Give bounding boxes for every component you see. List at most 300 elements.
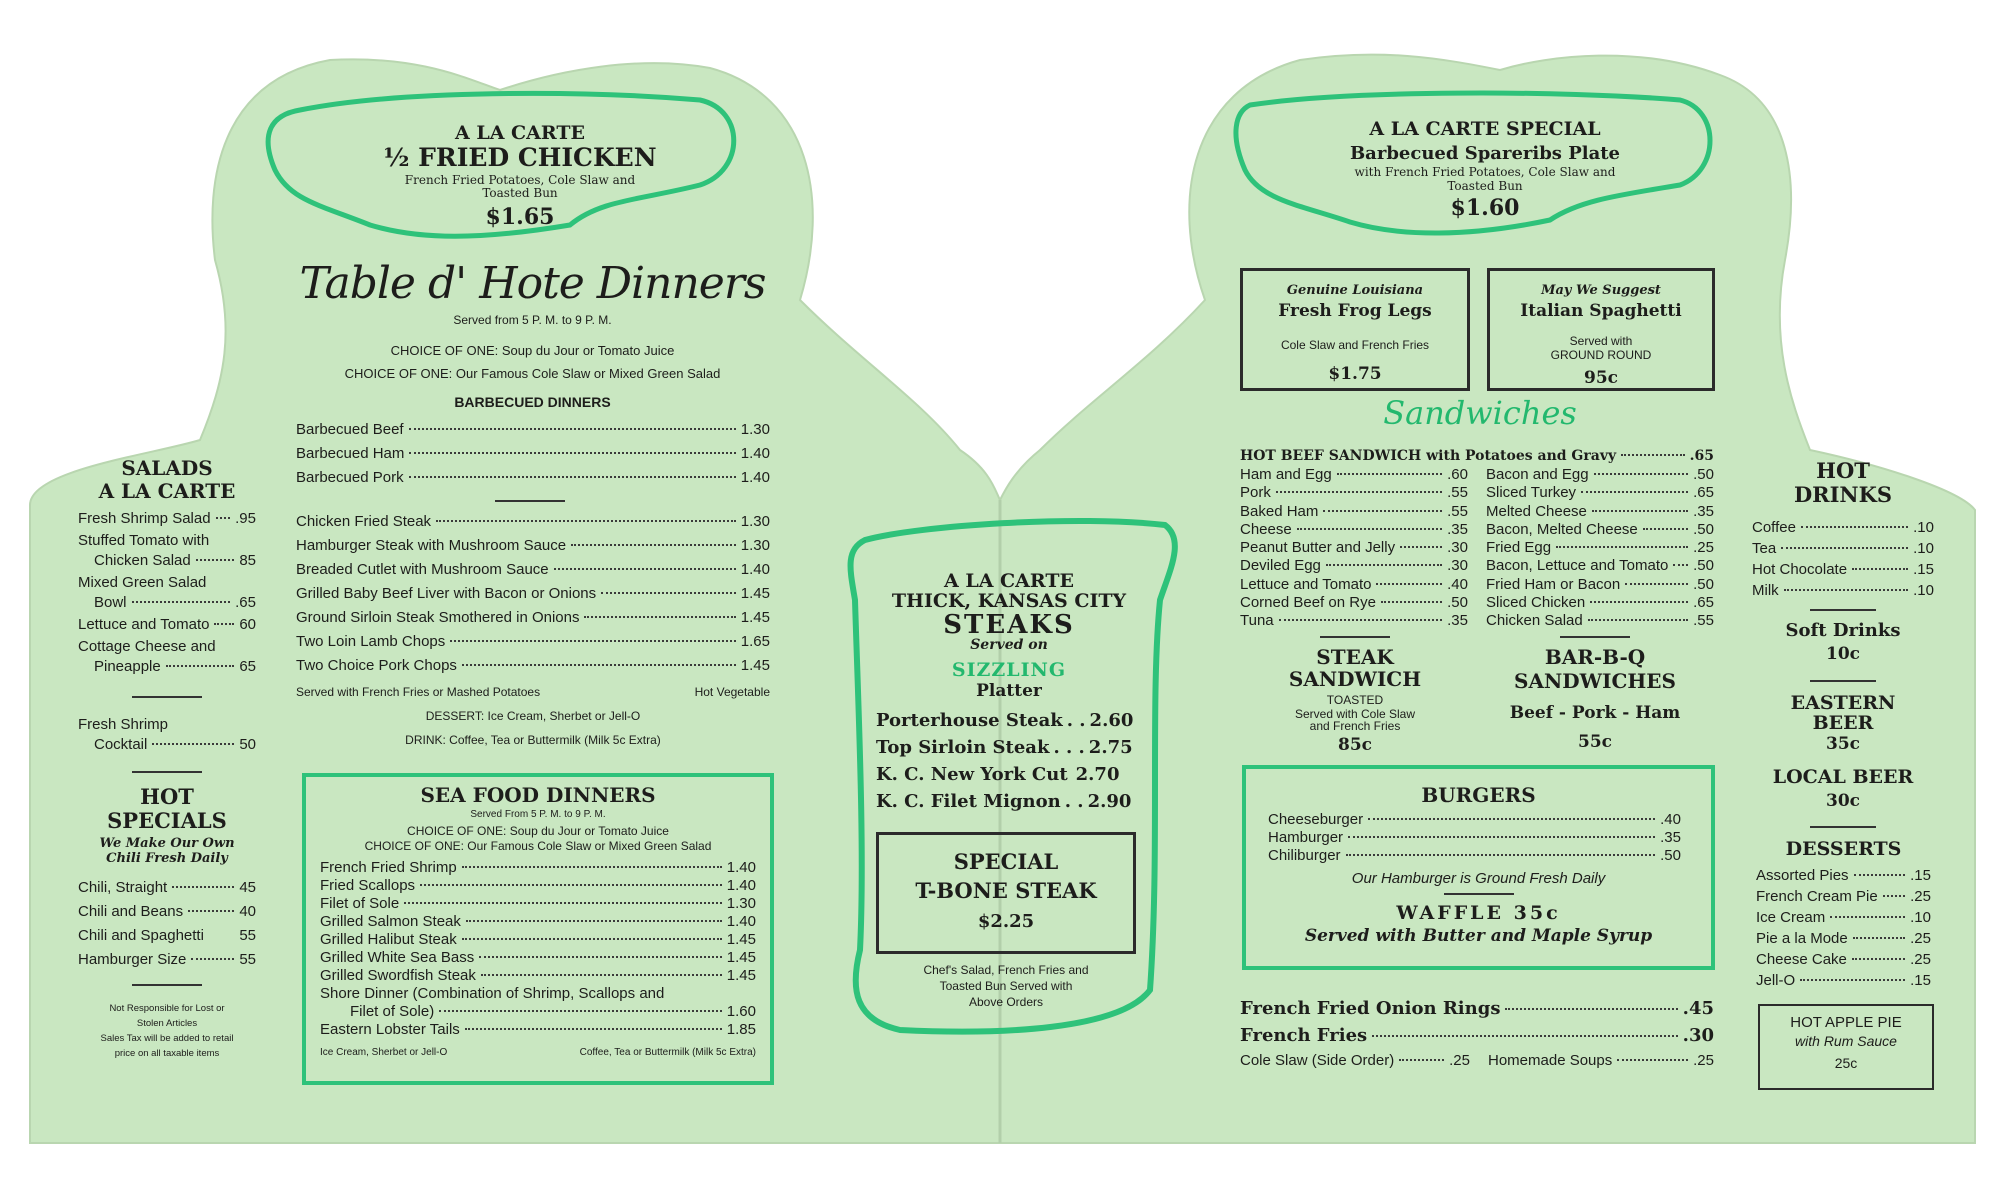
spaghetti-price: 95c [1583,368,1618,388]
table-dhote-section [295,258,770,410]
item-name: Ice Cream [1756,909,1826,926]
item-price: 1.85 [726,1021,756,1038]
item-price: .30 [1447,557,1468,575]
bbq-sandwiches-price: 55c [1577,732,1612,752]
item-price: 1.45 [740,657,770,674]
steaks-section [868,570,1150,701]
seafood-dessert-note: Ice Cream, Sherbet or Jell-O [320,1047,448,1058]
leader-dots [1346,854,1656,856]
item-name: Fresh Shrimp [78,716,169,733]
ornament-divider [1810,826,1876,828]
ornament-divider [495,500,565,502]
item-price: 1.30 [726,895,756,912]
leader-dots [479,956,722,958]
eastern-beer [1752,692,1934,754]
spaghetti-desc1: Served with [1569,334,1633,348]
eastern-beer-title2: BEER [1812,712,1874,734]
menu-item [78,900,256,924]
item-name: Hamburger Size [78,951,187,968]
menu-item [876,761,1136,788]
ornament-divider [132,984,202,986]
item-name: Cole Slaw (Side Order) [1240,1052,1395,1069]
menu-item [1486,521,1714,539]
item-price: .25 [1449,1052,1470,1069]
leader-dots [409,452,735,454]
item-name: Coffee [1752,519,1796,536]
item-price: 55 [239,927,256,944]
item-name: French Fried Onion Rings [1240,998,1501,1019]
leader-dots [1621,454,1685,456]
waffle-title: WAFFLE 35c [1396,902,1561,924]
leader-dots [1781,547,1908,549]
spareribs-line1: A LA CARTE SPECIAL [1369,118,1601,140]
leader-dots [1673,564,1688,566]
waffle-desc: Served with Butter and Maple Syrup [1304,926,1653,946]
steak-sandwich-title1: STEAK [1316,645,1394,669]
menu-item [296,585,770,609]
local-beer-title: LOCAL BEER [1772,766,1914,788]
hot-vegetable-note: Hot Vegetable [694,685,770,699]
leader-dots [462,664,736,666]
steaks-title: STEAKS [943,610,1075,640]
soft-drinks-price: 10c [1825,644,1860,664]
item-price: 85 [239,552,256,569]
menu-item [1486,576,1714,594]
menu-item [320,949,756,967]
burgers-note: Our Hamburger is Ground Fresh Daily [1351,870,1606,887]
ornament-divider [1560,636,1630,638]
item-name: Grilled White Sea Bass [320,949,475,966]
menu-item [1240,539,1468,557]
item-name: Chicken Salad [1486,612,1583,630]
hot-drinks-section [1752,458,1934,601]
leader-dots [554,568,736,570]
item-name: Chili and Beans [78,903,184,920]
leader-dots [1279,619,1443,621]
item-name: Deviled Egg [1240,557,1321,575]
menu-item [1268,811,1681,829]
eastern-beer-title1: EASTERN [1790,692,1896,714]
item-price: .95 [235,510,256,527]
burgers-box [1242,765,1715,970]
menu-item [320,1021,756,1039]
item-name: Homemade Soups [1488,1052,1613,1069]
leader-dots [191,958,234,960]
steaks-footer1: Chef's Salad, French Fries and [923,963,1089,977]
seafood-choice1: CHOICE OF ONE: Soup du Jour or Tomato Juice [407,824,669,838]
frog-legs-box [1240,268,1470,391]
ornament-divider [1810,609,1876,611]
leader-dots [409,428,736,430]
sandwich-col1 [1240,466,1468,631]
spaghetti-title: Italian Spaghetti [1520,301,1682,321]
menu-item [296,469,770,493]
menu-item [876,707,1136,734]
steaks-line1: A LA CARTE [943,570,1074,592]
item-price: 1.40 [740,445,770,462]
steak-sandwich [1240,645,1470,755]
item-price: .35 [1693,502,1714,520]
item-price: 55 [239,951,256,968]
item-name: Barbecued Beef [296,421,404,438]
menu-item [1486,612,1714,630]
menu-item [1240,557,1468,575]
leader-dots [1854,874,1906,876]
menu-item [320,967,756,985]
seafood-list [320,859,756,1039]
item-name: Chili, Straight [78,879,168,896]
seafood-drink-note: Coffee, Tea or Buttermilk (Milk 5c Extra) [579,1047,756,1058]
notice-line2: Stolen Articles [136,1018,198,1029]
steak-sandwich-desc1: Served with Cole Slaw [1294,707,1416,721]
leader-dots [1326,564,1442,566]
menu-item [1240,612,1468,630]
item-price: 60 [239,616,256,633]
item-name: Chicken Fried Steak [296,513,432,530]
item-price: .65 [1693,484,1714,502]
item-name: Cottage Cheese and [78,638,216,655]
item-price: 1.40 [740,469,770,486]
seafood-footer [320,1047,756,1058]
item-price: .10 [1913,582,1934,599]
sides-list [1240,995,1714,1049]
soft-drinks-title: Soft Drinks [1785,620,1901,641]
menu-item [876,734,1136,761]
table-dhote-choice1: CHOICE OF ONE: Soup du Jour or Tomato Juice [390,343,675,358]
item-price: 1.40 [740,561,770,578]
leader-dots [172,886,234,888]
menu-item [320,1003,756,1021]
item-name: Baked Ham [1240,502,1319,520]
chicken-special [330,122,710,230]
soft-drinks [1752,620,1934,664]
item-name: Fried Scallops [320,877,416,894]
item-name: Lettuce and Tomato [78,616,210,633]
leader-dots [152,743,234,745]
menu-item [1488,1052,1714,1069]
leader-dots [1399,1059,1444,1061]
leader-dots [1852,958,1905,960]
spareribs-price: $1.60 [1450,195,1520,221]
menu-item [296,609,770,633]
tbone-special-label: SPECIAL [953,849,1059,874]
item-name: Tea [1752,540,1777,557]
menu-item [1752,559,1934,580]
table-dhote-title: Table d' Hote Dinners [299,258,766,309]
item-name: Hamburger Steak with Mushroom Sauce [296,537,567,554]
leader-dots [1372,1035,1678,1037]
item-price: 2.75 [1088,737,1133,758]
hot-drinks-title2: DRINKS [1793,482,1893,507]
item-name: Porterhouse Steak [876,710,1063,731]
leader-dots [1588,619,1688,621]
tbone-special-box [876,832,1136,954]
cole-slaw-row [1240,1052,1470,1069]
menu-item [1240,503,1468,521]
leader-dots [1853,937,1905,939]
hot-specials-list [78,876,256,972]
menu-item [1756,907,1931,928]
menu-item [78,876,256,900]
soups-row [1488,1052,1714,1069]
item-price: .65 [1693,594,1714,612]
item-price: 1.65 [740,633,770,650]
item-name: Hamburger [1268,829,1344,846]
item-price: 1.30 [740,421,770,438]
item-name: Grilled Baby Beef Liver with Bacon or Onions [296,585,597,602]
item-name: Grilled Halibut Steak [320,931,457,948]
leader-dots [188,910,234,912]
menu-item [1756,970,1931,991]
leader-dots [1830,916,1905,918]
item-name: Grilled Salmon Steak [320,913,461,930]
menu-item [78,551,256,571]
steak-sandwich-desc2: and French Fries [1309,719,1401,733]
item-price: 1.30 [740,537,770,554]
leader-dots [420,884,722,886]
desserts-section [1756,838,1931,991]
leader-dots [1400,546,1442,548]
item-price: .50 [1660,847,1681,864]
local-beer-price: 30c [1825,791,1860,811]
seafood-choice2: CHOICE OF ONE: Our Famous Cole Slaw or Mixed Green Salad [364,839,712,853]
item-name: HOT BEEF SANDWICH with Potatoes and Gravy [1240,448,1617,464]
bbq-sandwiches-title2: SANDWICHES [1514,669,1676,693]
hot-specials-title: HOT [140,784,194,809]
leader-dots [439,1010,722,1012]
menu-item [296,561,770,585]
item-name: Melted Cheese [1486,502,1587,520]
item-price: .10 [1913,540,1934,557]
shore-dinner-line1: Shore Dinner (Combination of Shrimp, Scallops and [320,985,665,1002]
item-name: Fresh Shrimp Salad [78,510,211,527]
item-name: Cocktail [94,736,148,753]
item-price: 50 [239,736,256,753]
menu-item [296,537,770,561]
menu-item [296,633,770,657]
frog-legs-sub: Genuine Louisiana [1286,283,1424,298]
leader-dots [1643,528,1688,530]
item-name: Cheese Cake [1756,951,1847,968]
item-name: Peanut Butter and Jelly [1240,539,1396,557]
salads-subtitle: A LA CARTE [98,479,236,503]
item-price: .10 [1910,909,1931,926]
item-name: Barbecued Ham [296,445,405,462]
item-price: .60 [1447,466,1468,483]
menu-item [1240,1052,1470,1069]
item-name: Bacon and Egg [1486,466,1589,483]
spaghetti-desc2: GROUND ROUND [1550,348,1652,362]
item-price: 1.45 [726,967,756,984]
leader-dots [404,902,722,904]
menu-item [1240,484,1468,502]
table-dhote-choice2: CHOICE OF ONE: Our Famous Cole Slaw or Mixed Green Salad [344,366,721,381]
item-name: Cheeseburger [1268,811,1364,828]
menu-item [1486,466,1714,484]
spareribs-description1: with French Fried Potatoes, Cole Slaw and [1354,165,1616,179]
leader-dots [1323,510,1442,512]
menu-item [320,913,756,931]
local-beer [1752,766,1934,811]
leader-dots [1784,589,1908,591]
salads-list [78,509,256,677]
hot-drinks-list [1752,517,1934,601]
item-price: 1.60 [726,1003,756,1020]
ornament-divider [1444,893,1514,895]
item-name: Pie a la Mode [1756,930,1848,947]
item-price: .50 [1693,575,1714,593]
leader-dots [1337,473,1442,475]
steaks-footer3: Above Orders [968,995,1044,1009]
ornament-divider [1810,680,1876,682]
item-price: 1.40 [726,877,756,894]
menu-item [296,513,770,537]
item-price: .25 [1693,1052,1714,1069]
frog-legs-title: Fresh Frog Legs [1278,301,1432,321]
steaks-footer [876,962,1136,1010]
drink-note: DRINK: Coffee, Tea or Buttermilk (Milk 5c Extra) [405,733,661,747]
steak-sandwich-sub: TOASTED [1326,693,1384,707]
leader-dots [1594,473,1689,475]
leader-dots [1348,836,1655,838]
menu-item [78,615,256,635]
menu-item [320,895,756,913]
item-price: 2.60 [1089,710,1134,731]
menu-item [1240,521,1468,539]
item-name: Lettuce and Tomato [1240,575,1372,593]
leader-dots [1852,568,1908,570]
hot-drinks-title1: HOT [1816,458,1870,483]
notice-line4: price on all taxable items [114,1048,220,1059]
menu-item [1486,503,1714,521]
item-price: .50 [1693,520,1714,538]
table-dhote-hours: Served from 5 P. M. to 9 P. M. [453,313,612,327]
seafood-box [302,773,774,1085]
leader-dots [1801,526,1908,528]
leader-dots: . . [1064,791,1084,812]
item-name: Hot Chocolate [1752,561,1848,578]
item-name: French Fried Shrimp [320,859,457,876]
steaks-footer2: Toasted Bun Served with [939,979,1073,993]
seafood-hours: Served From 5 P. M. to 9 P. M. [470,809,606,820]
steaks-line2: THICK, KANSAS CITY [891,590,1127,612]
menu-item [320,877,756,895]
sandwiches-title: Sandwiches [1383,394,1577,432]
menu-item [1268,847,1681,865]
menu-item [78,509,256,529]
item-price: 1.45 [740,609,770,626]
item-name: Filet of Sole [320,895,400,912]
shrimp-cocktail [78,715,256,755]
item-name: Ground Sirloin Steak Smothered in Onions [296,609,580,626]
item-name: Chili and Spaghetti [78,927,204,944]
dinner-list [296,513,770,747]
leader-dots [1592,510,1688,512]
menu-item [1240,466,1468,484]
leader-dots [166,665,235,667]
hot-specials-section [78,784,256,972]
menu-item [1240,576,1468,594]
apple-pie-desc: with Rum Sauce [1795,1033,1897,1049]
menu-item [78,593,256,613]
menu-item [1756,928,1931,949]
item-name: Bowl [94,594,127,611]
ornament-divider [132,696,202,698]
menu-item [1240,1022,1714,1049]
menu-item [876,788,1136,815]
salads-section [78,456,256,677]
menu-item [1756,886,1931,907]
chili-note1: We Make Our Own [99,836,235,851]
item-price: .30 [1682,1025,1714,1046]
item-name: K. C. Filet Mignon [876,791,1061,812]
item-name: Pineapple [94,658,161,675]
item-price: 1.40 [726,913,756,930]
notice-line1: Not Responsible for Lost or [109,1003,225,1014]
item-price: .40 [1660,811,1681,828]
item-name: Tuna [1240,612,1274,630]
menu-item [1756,865,1931,886]
item-price: 2.70 [1075,764,1120,785]
item-name: Corned Beef on Rye [1240,594,1376,612]
item-price: 1.40 [726,859,756,876]
menu-item [296,421,770,445]
steaks-list [876,707,1136,815]
menu-item [1752,517,1934,538]
leader-dots [1581,491,1688,493]
item-price: .15 [1913,561,1934,578]
leader-dots [462,866,722,868]
leader-dots [409,476,736,478]
leader-dots [196,559,235,561]
leader-dots [466,920,722,922]
item-price: 1.45 [740,585,770,602]
menu-item [1486,539,1714,557]
menu-item [78,948,256,972]
item-name: Bacon, Lettuce and Tomato [1486,557,1669,575]
menu-item [78,924,256,948]
menu-item [1752,538,1934,559]
chicken-line1: A LA CARTE [454,122,585,144]
notice-text [70,1001,264,1061]
item-name: Bacon, Melted Cheese [1486,520,1638,538]
menu-item [1240,448,1714,464]
item-name: Fried Egg [1486,539,1552,557]
item-price: .55 [1447,484,1468,502]
chicken-title: ½ FRIED CHICKEN [383,143,657,172]
leader-dots [436,520,736,522]
item-price: .40 [1447,575,1468,593]
menu-item [320,931,756,949]
hot-beef-row [1240,448,1714,464]
steaks-served-on: Served on [970,637,1048,653]
frog-legs-price: $1.75 [1328,364,1382,384]
leader-dots [216,517,231,519]
item-price: .15 [1910,972,1931,989]
item-price: 65 [239,658,256,675]
leader-dots [601,592,736,594]
menu-item [1268,829,1681,847]
menu-item [320,859,756,877]
apple-pie-title: HOT APPLE PIE [1790,1014,1902,1031]
item-name: Pork [1240,484,1271,502]
leader-dots: . . [1066,710,1086,731]
apple-pie-price: 25c [1834,1055,1858,1071]
leader-dots [450,640,736,642]
steaks-sizzling: SIZZLING [951,659,1067,681]
leader-dots [214,623,234,625]
hot-specials-subtitle: SPECIALS [107,808,227,833]
